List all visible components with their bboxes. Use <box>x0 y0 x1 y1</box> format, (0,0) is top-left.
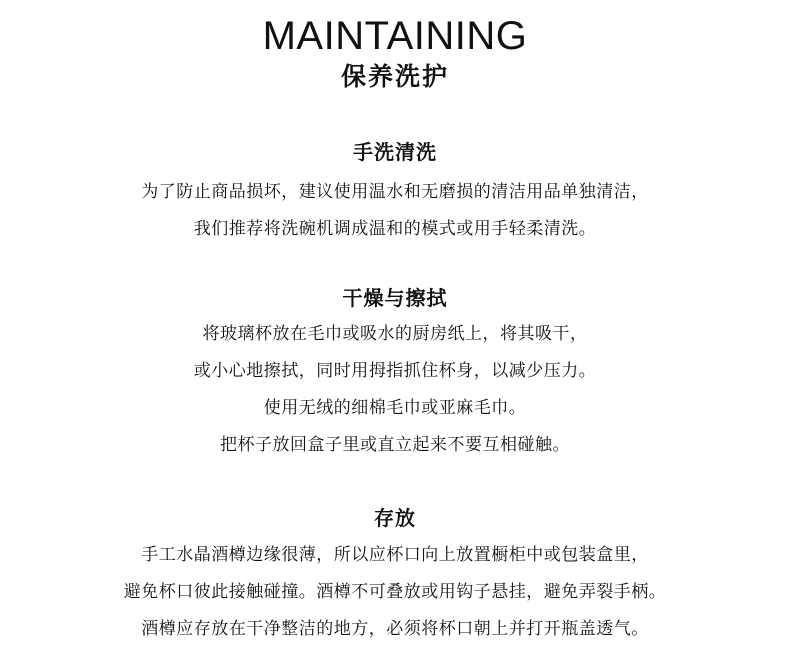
drying-wiping-section <box>0 283 790 464</box>
paragraph-line: 为了防止商品损坏，建议使用温水和无磨损的清洁用品单独清洁， <box>141 182 649 202</box>
drying-wiping-text <box>0 316 790 464</box>
storage-text <box>0 537 790 648</box>
paragraph-line: 使用无绒的细棉毛巾或亚麻毛巾。 <box>263 398 527 418</box>
paragraph-line: 手工水晶酒樽边缘很薄，所以应杯口向上放置橱柜中或包装盒里， <box>141 545 649 565</box>
hand-washing-section <box>0 137 790 248</box>
paragraph-line: 我们推荐将洗碗机调成温和的模式或用手轻柔清洗。 <box>193 219 597 239</box>
paragraph-line: 酒樽应存放在干净整洁的地方，必须将杯口朝上并打开瓶盖透气。 <box>141 619 649 639</box>
section-heading-storage: 存放 <box>374 506 416 530</box>
storage-section <box>0 503 790 648</box>
hand-washing-text <box>0 174 790 248</box>
paragraph-line: 或小心地擦拭，同时用拇指抓住杯身，以减少压力。 <box>193 361 597 381</box>
page-title-chinese: 保养洗护 <box>340 62 449 91</box>
section-heading-drying-wiping: 干燥与擦拭 <box>342 286 448 310</box>
section-heading-hand-washing: 手洗清洗 <box>353 140 437 164</box>
paragraph-line: 将玻璃杯放在毛巾或吸水的厨房纸上，将其吸干， <box>202 324 588 344</box>
page-title-english: MAINTAINING <box>262 14 528 58</box>
paragraph-line: 把杯子放回盒子里或直立起来不要互相碰触。 <box>220 435 570 455</box>
paragraph-line: 避免杯口彼此接触碰撞。酒樽不可叠放或用钩子悬挂，避免弄裂手柄。 <box>123 582 667 602</box>
